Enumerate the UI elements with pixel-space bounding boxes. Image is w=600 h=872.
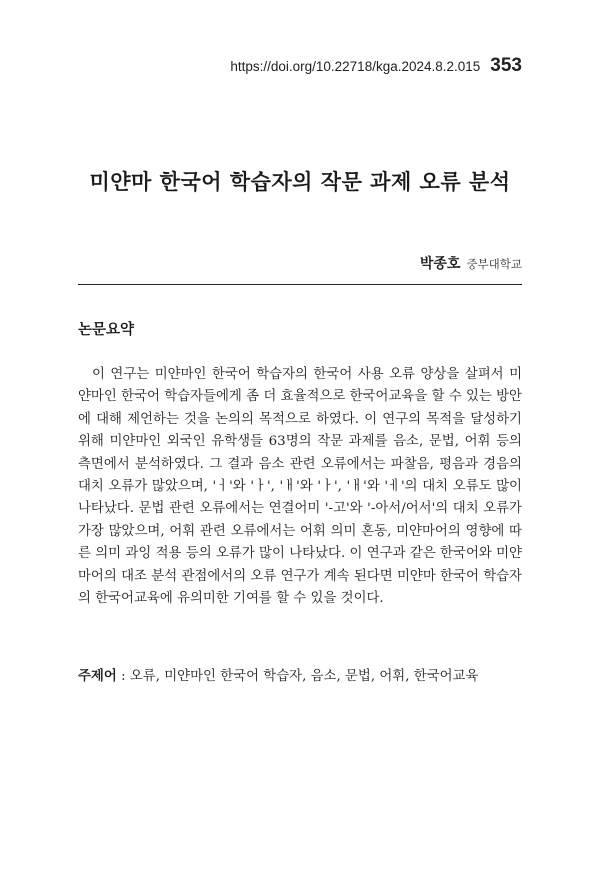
author-affiliation: 중부대학교: [466, 257, 522, 271]
keywords-line: [78, 665, 522, 684]
page-header: [230, 55, 522, 77]
byline: [420, 253, 522, 273]
abstract-heading: 논문요약: [78, 322, 135, 338]
author-name: 박종호: [419, 256, 461, 272]
keywords-separator: :: [116, 669, 130, 684]
keywords-label: 주제어: [78, 669, 117, 684]
title-divider: [78, 284, 522, 285]
page-number: 353: [490, 55, 522, 76]
paper-title: 미얀마 한국어 학습자의 작문 과제 오류 분석: [89, 170, 511, 194]
abstract-body: 이 연구는 미얀마인 한국어 학습자의 한국어 사용 오류 양상을 살펴서 미얀마인 한국어 학습자들에게 좀 더 효율적으로 한국어교육을 할 수 있는 방안에 대해 제언하는 것을 논의의 목적으로 하였다. 이 연구의 목적을 달성하기 위해 미얀마인 외국인 유학생들 63명의 작문 과제를 음소, 문법, 어휘 등의 측면에서 분석하였다. 그 결과 음소 관련 오류에서는 파찰음, 평음과 경음의 대치 오류가 많았으며, 'ㅓ'와 'ㅏ', 'ㅐ'와 'ㅏ', 'ㅐ'와 'ㅔ'의 대치 오류도 많이 나타났다. 문법 관련 오류에서는 연결어미 '-고'와 '-아서/어서'의 대치 오류가 가장 많았으며, 어휘 관련 오류에서는 어휘 의미 혼동, 미얀마어의 영향에 따른 의미 과잉 적용 등의 오류가 많이 나타났다. 이 연구과 같은 한국어와 미얀마어의 대조 분석 관점에서의 오류 연구가 계속 된다면 미얀마 한국어 학습자의 한국어교육에 유의미한 기여를 할 수 있을 것이다.: [78, 367, 522, 607]
keywords-list: 오류, 미얀마인 한국어 학습자, 음소, 문법, 어휘, 한국어교육: [129, 669, 479, 684]
doi-link[interactable]: https://doi.org/10.22718/kga.2024.8.2.015: [230, 59, 481, 74]
